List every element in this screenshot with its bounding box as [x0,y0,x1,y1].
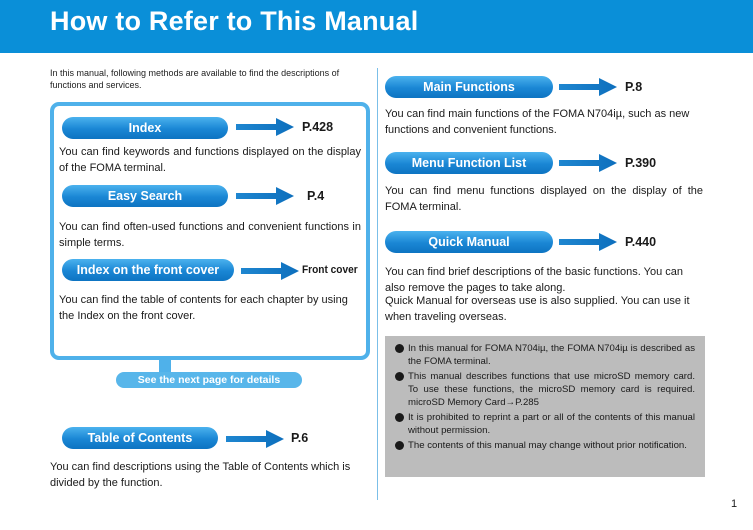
index-front-cover-page-ref: Front cover [302,264,358,276]
see-next-page-banner: See the next page for details [116,372,302,388]
bullet-icon [395,372,404,381]
index-description: You can find keywords and functions displayed on the display of the FOMA terminal. [59,146,361,174]
arrow-right-icon [236,187,294,205]
easy-search-page-ref: P.4 [307,189,325,203]
note-item: The contents of this manual may change without prior notification. [395,439,695,452]
menu-function-list-description: You can find menu functions displayed on the display of the FOMA terminal. [385,185,703,213]
menu-function-list-page-ref: P.390 [625,156,657,170]
arrow-right-icon [236,118,294,136]
page-number: 1 [731,498,738,510]
arrow-right-icon [226,430,284,448]
arrow-right-icon [559,78,617,96]
intro-text: In this manual, following methods are available to find the descriptions of functions and services. [50,68,340,90]
table-of-contents-page-ref: P.6 [291,431,309,445]
main-functions-pill: Main Functions [385,76,553,98]
bullet-icon [395,413,404,422]
quick-manual-pill: Quick Manual [385,231,553,253]
arrow-right-icon [241,262,299,280]
table-of-contents-pill: Table of Contents [62,427,218,449]
main-functions-description: You can find main functions of the FOMA N704iµ, such as new functions and convenient functions. [385,108,690,136]
page-header [0,0,753,53]
arrow-right-icon [559,233,617,251]
index-front-cover-pill: Index on the front cover [62,259,234,281]
notes-box [385,336,705,477]
index-pill: Index [62,117,228,139]
easy-search-pill: Easy Search [62,185,228,207]
quick-manual-description: You can find brief descriptions of the basic functions. You can also remove the pages to take along. [385,266,684,294]
table-of-contents-description: You can find descriptions using the Table of Contents which is divided by the function. [50,461,351,489]
note-item: This manual describes functions that use microSD memory card. To use these functions, the microSD memory card is required. microSD Memory Card→P.285 [395,370,695,409]
note-item: In this manual for FOMA N704iµ, the FOMA N704iµ is described as the FOMA terminal. [395,342,695,368]
bullet-icon [395,441,404,450]
index-page-ref: P.428 [302,120,334,134]
quick-manual-page-ref: P.440 [625,235,657,249]
menu-function-list-pill: Menu Function List [385,152,553,174]
note-item: It is prohibited to reprint a part or all of the contents of this manual without permission. [395,411,695,437]
quick-manual-overseas-description: Quick Manual for overseas use is also supplied. You can use it when traveling overseas. [385,295,690,323]
column-divider [377,68,378,500]
page-title: How to Refer to This Manual [50,6,419,36]
bullet-icon [395,344,404,353]
arrow-right-icon [559,154,617,172]
index-front-cover-description: You can find the table of contents for each chapter by using the Index on the front cover. [59,294,348,322]
main-functions-page-ref: P.8 [625,80,643,94]
easy-search-description: You can find often-used functions and convenient functions in simple terms. [59,221,361,249]
